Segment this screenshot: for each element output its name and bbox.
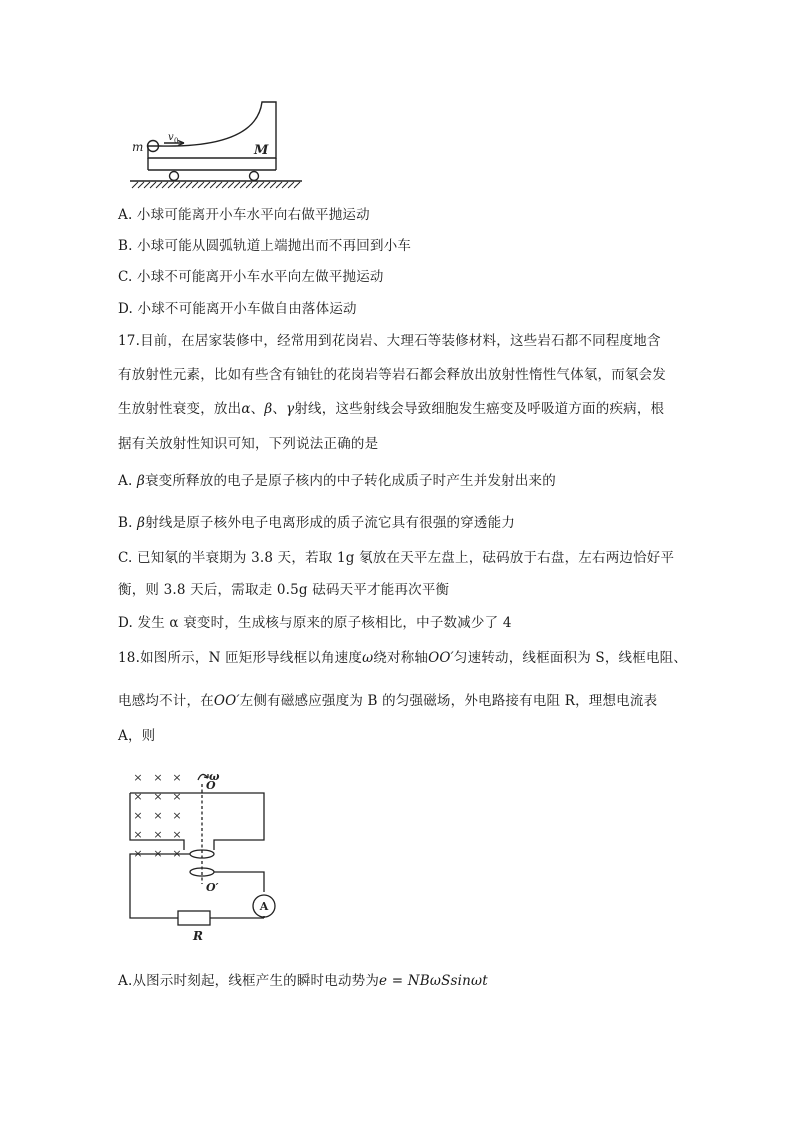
field-cross: × bbox=[133, 771, 143, 784]
cart-wheel-right bbox=[250, 172, 259, 181]
field-cross: × bbox=[133, 828, 143, 841]
field-cross: × bbox=[133, 847, 143, 860]
q16-option-b: B. 小球可能从圆弧轨道上端抛出而不再回到小车 bbox=[118, 238, 412, 254]
field-cross: × bbox=[153, 771, 163, 784]
field-cross: × bbox=[172, 828, 182, 841]
q17-stem-line4: 据有关放射性知识可知，下列说法正确的是 bbox=[118, 436, 379, 452]
q17-option-c-line1: C. 已知氡的半衰期为 3.8 天，若取 1g 氡放在天平左盘上，砝码放于右盘，左右两边恰好平 bbox=[118, 550, 675, 566]
mass-cart-label: M bbox=[254, 143, 269, 158]
axis-symbol: OO′ bbox=[428, 650, 454, 666]
q17-stem-line2: 有放射性元素，比如有些含有铀钍的花岗岩等岩石都会释放出放射性惰性气体氡，而氡会发 bbox=[118, 367, 666, 383]
field-cross: × bbox=[153, 790, 163, 803]
alpha-symbol: α bbox=[241, 401, 251, 417]
q17-option-c-line2: 衡，则 3.8 天后，需取走 0.5g 砝码天平才能再次平衡 bbox=[118, 582, 450, 598]
resistor-label: R bbox=[193, 929, 203, 943]
field-cross: × bbox=[172, 790, 182, 803]
field-cross: × bbox=[133, 809, 143, 822]
q17-option-b: B. β射线是原子核外电子电离形成的质子流它具有很强的穿透能力 bbox=[118, 515, 516, 531]
omega-label: ω bbox=[209, 770, 220, 783]
axis-symbol: OO′ bbox=[213, 693, 240, 709]
beta-symbol: β bbox=[136, 473, 145, 489]
outer-wire-left bbox=[130, 854, 190, 918]
axis-label-o-prime: O′ bbox=[206, 881, 219, 894]
field-cross: × bbox=[172, 847, 182, 860]
q17-option-d: D. 发生 α 衰变时，生成核与原来的原子核相比，中子数减少了 4 bbox=[118, 615, 512, 631]
q17-stem-line1: 17.目前，在居家装修中，经常用到花岗岩、大理石等装修材料，这些岩石都不同程度地含 bbox=[118, 333, 661, 349]
velocity-label: v bbox=[168, 132, 174, 143]
q17-stem-line3: 生放射性衰变，放出α、β、γ射线，这些射线会导致细胞发生癌变及呼吸道方面的疾病，根 bbox=[118, 401, 665, 417]
field-cross: × bbox=[153, 809, 163, 822]
q18-stem-line1: 18.如图所示，N 匝矩形导线框以角速度ω绕对称轴OO′匀速转动，线框面积为 S，线框电阻、 bbox=[118, 650, 688, 666]
beta-symbol: β bbox=[137, 515, 146, 531]
circuit-figure bbox=[118, 766, 278, 946]
q17-option-a: A. β衰变所释放的电子是原子核内的中子转化成质子时产生并发射出来的 bbox=[118, 473, 556, 489]
q18-option-a: A.从图示时刻起，线框产生的瞬时电动势为e = NBωSsinωt bbox=[118, 973, 488, 989]
field-cross: × bbox=[172, 809, 182, 822]
ammeter-label: A bbox=[259, 900, 269, 913]
velocity-subscript: 0 bbox=[174, 137, 179, 145]
field-cross: × bbox=[133, 790, 143, 803]
omega-symbol: ω bbox=[362, 650, 374, 666]
cart-figure bbox=[126, 96, 306, 192]
emf-formula: e = NBωSsinωt bbox=[379, 973, 488, 989]
coil-frame bbox=[130, 793, 264, 850]
q16-option-d: D. 小球不可能离开小车做自由落体运动 bbox=[118, 301, 357, 317]
field-cross: × bbox=[153, 847, 163, 860]
axis-label-o: O bbox=[206, 779, 216, 792]
beta-symbol: β bbox=[264, 401, 273, 417]
field-cross: × bbox=[153, 828, 163, 841]
cart-wheel-left bbox=[170, 172, 179, 181]
q18-stem-line3: A，则 bbox=[118, 728, 156, 744]
q16-option-c: C. 小球不可能离开小车水平向左做平抛运动 bbox=[118, 269, 384, 285]
q16-option-a: A. 小球可能离开小车水平向右做平抛运动 bbox=[118, 207, 370, 223]
field-cross: × bbox=[172, 771, 182, 784]
gamma-symbol: γ bbox=[286, 401, 295, 417]
resistor bbox=[178, 911, 210, 925]
outer-wire-right bbox=[214, 872, 264, 892]
q18-stem-line2: 电感均不计，在OO′左侧有磁感应强度为 B 的匀强磁场，外电路接有电阻 R，理想电流表 bbox=[118, 693, 658, 709]
mass-ball-label: m bbox=[132, 140, 144, 154]
